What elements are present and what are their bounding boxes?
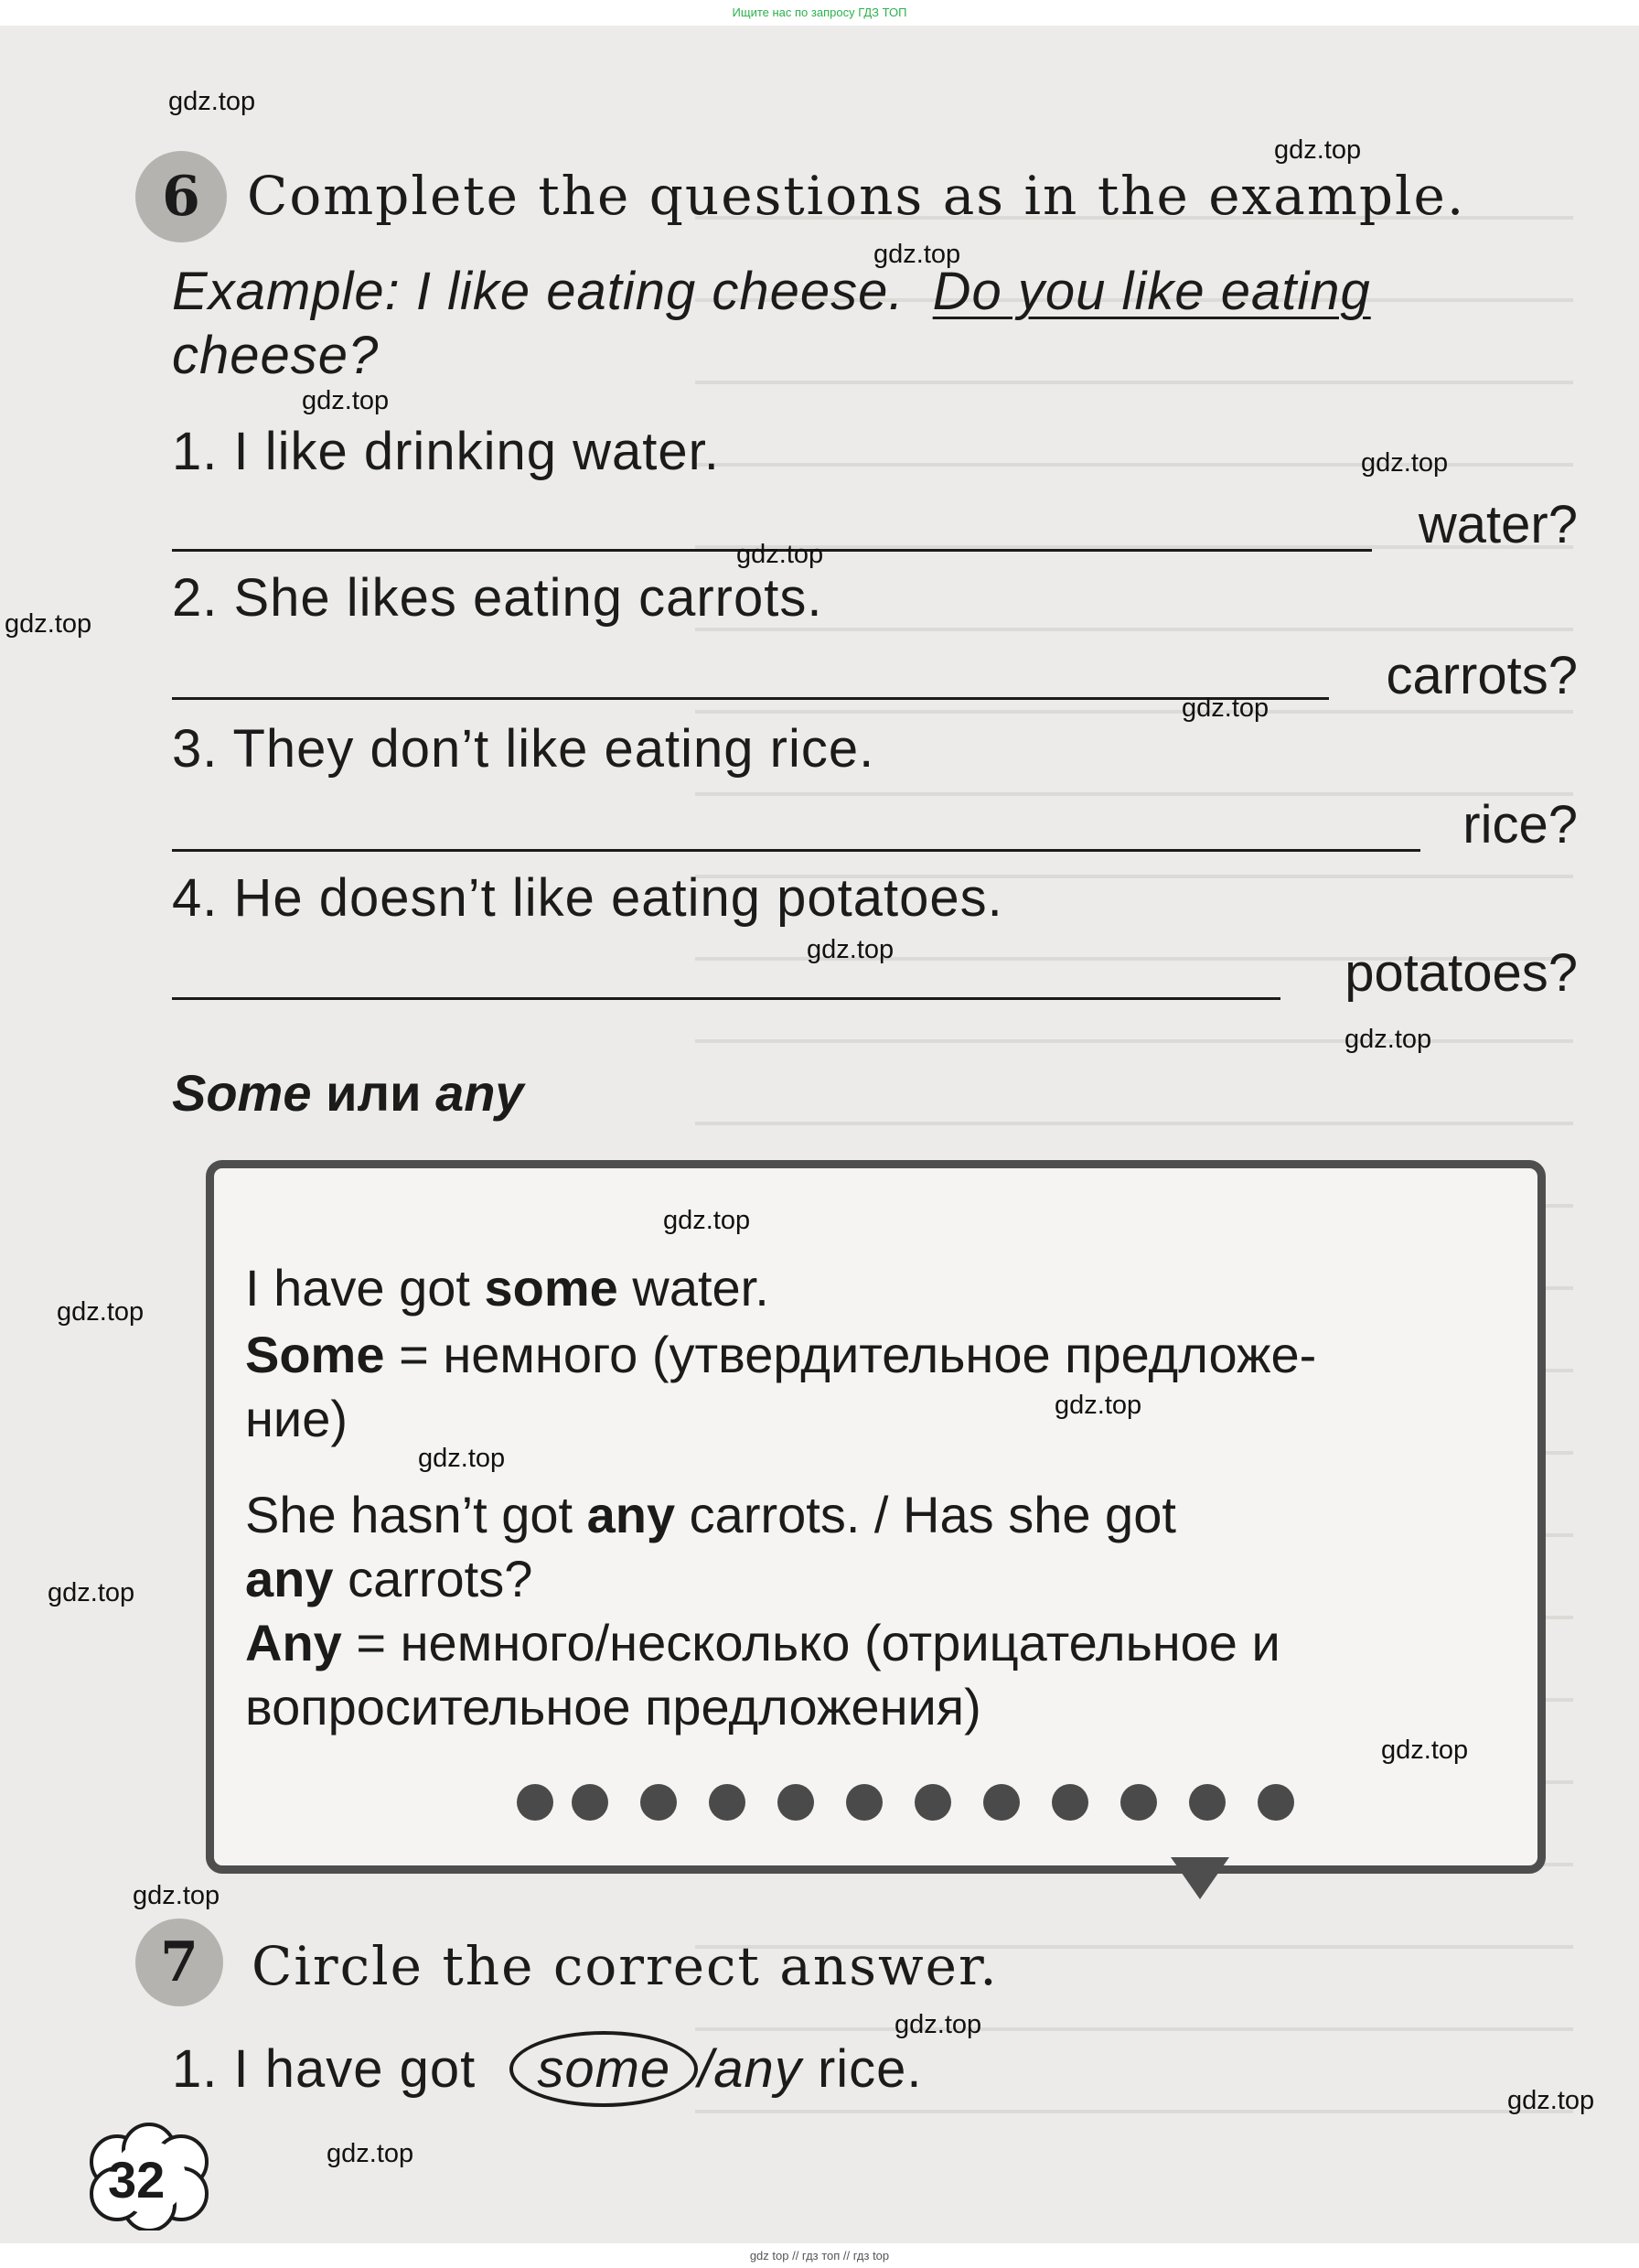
bead-icon <box>640 1784 677 1821</box>
watermark: gdz.top <box>302 386 390 415</box>
rule-line-6 <box>245 1613 1280 1672</box>
bottom-banner[interactable]: gdz top // гдз топ // гдз top <box>0 2243 1639 2268</box>
rule-line-1-a: I have got <box>245 1259 470 1317</box>
task-7-item-1-a: 1. I have got <box>172 2039 477 2099</box>
task-6-item-1-end-word: water? <box>1418 495 1578 554</box>
watermark: gdz.top <box>418 1444 506 1473</box>
watermark: gdz.top <box>894 2010 982 2039</box>
task-6-title: Complete the questions as in the example. <box>247 165 1466 227</box>
example-answer: Do you like eating <box>932 262 1371 321</box>
rule-line-6-b: = немного/несколько (отрицательное и <box>356 1614 1280 1671</box>
heading-any: any <box>435 1064 524 1122</box>
bead-icon <box>983 1784 1020 1821</box>
task-7-item-1-circled-option[interactable] <box>509 2031 698 2107</box>
top-banner[interactable]: Ищите нас по запросу ГДЗ ТОП <box>0 0 1639 26</box>
watermark: gdz.top <box>1381 1736 1469 1765</box>
rule-line-4-a: She hasn’t got <box>245 1486 573 1543</box>
bead-icon <box>915 1784 951 1821</box>
rule-line-4-any: any <box>586 1486 676 1543</box>
rule-line-1-some: some <box>484 1259 618 1317</box>
bead-icon <box>517 1784 553 1821</box>
task-6-number-badge <box>135 151 227 242</box>
task-6-item-2-end-word: carrots? <box>1386 646 1578 705</box>
task-6-item-3-answer-line[interactable] <box>172 849 1420 852</box>
watermark: gdz.top <box>168 87 256 116</box>
example-answer-end: cheese? <box>172 326 380 385</box>
bead-icon <box>1258 1784 1294 1821</box>
rule-line-1-c: water. <box>632 1259 769 1317</box>
task-7-item-1-some: some <box>537 2039 671 2099</box>
watermark: gdz.top <box>1274 135 1362 165</box>
task-6-item-2: 2. She likes eating carrots. <box>172 568 823 628</box>
task-6-item-3-end-word: rice? <box>1462 795 1578 855</box>
task-6-item-4-end-word: potatoes? <box>1344 943 1578 1003</box>
bead-icon <box>777 1784 814 1821</box>
task-7-title: Circle the correct answer. <box>252 1935 999 1997</box>
bead-icon <box>846 1784 883 1821</box>
watermark: gdz.top <box>1182 693 1269 723</box>
bead-icon <box>1052 1784 1088 1821</box>
bead-decoration <box>517 1784 1322 1857</box>
page-number: 32 <box>108 2151 166 2209</box>
watermark: gdz.top <box>133 1881 220 1910</box>
example-prefix: Example: I like eating cheese. <box>172 262 905 321</box>
rule-line-3: ние) <box>245 1390 348 1447</box>
rule-line-2-some: Some <box>245 1326 385 1383</box>
watermark: gdz.top <box>48 1578 135 1607</box>
rule-line-4 <box>245 1485 1176 1544</box>
bead-icon <box>1120 1784 1157 1821</box>
watermark: gdz.top <box>5 609 92 639</box>
rule-line-2 <box>245 1325 1316 1384</box>
task-6-item-4: 4. He doesn’t like eating potatoes. <box>172 868 1003 928</box>
rule-box-tail <box>1171 1857 1229 1899</box>
rule-line-5 <box>245 1549 532 1608</box>
rule-line-6-any: Any <box>245 1614 342 1671</box>
some-any-heading <box>172 1063 524 1123</box>
example-sentence <box>172 261 1371 322</box>
task-7-item-1-any[interactable]: /any <box>698 2039 802 2099</box>
watermark: gdz.top <box>1344 1025 1432 1054</box>
bead-icon <box>1189 1784 1226 1821</box>
heading-or: или <box>326 1064 422 1122</box>
task-7-item-1 <box>172 2031 923 2107</box>
rule-line-4-c: carrots. / Has she got <box>689 1486 1176 1543</box>
watermark: gdz.top <box>1507 2086 1595 2115</box>
watermark: gdz.top <box>736 540 824 569</box>
watermark: gdz.top <box>1361 448 1449 478</box>
task-6-item-3: 3. They don’t like eating rice. <box>172 719 875 779</box>
watermark: gdz.top <box>807 935 894 964</box>
rule-line-2-b: = немного (утвердительное предложе- <box>399 1326 1317 1383</box>
task-7-number-badge <box>135 1919 223 2006</box>
rule-line-5-any: any <box>245 1550 334 1607</box>
task-6-item-1: 1. I like drinking water. <box>172 422 720 481</box>
watermark: gdz.top <box>873 240 961 269</box>
bead-icon <box>709 1784 745 1821</box>
rule-line-5-b: carrots? <box>348 1550 533 1607</box>
bead-icon <box>572 1784 608 1821</box>
task-6-item-4-answer-line[interactable] <box>172 997 1280 1000</box>
task-7-number: 7 <box>160 1930 198 1994</box>
rule-line-7: вопросительное предложения) <box>245 1678 981 1736</box>
heading-some: Some <box>172 1064 312 1122</box>
task-7-item-1-c: rice. <box>817 2039 923 2099</box>
watermark: gdz.top <box>1055 1391 1142 1420</box>
task-6-item-2-answer-line[interactable] <box>172 697 1329 700</box>
watermark: gdz.top <box>327 2139 414 2168</box>
rule-line-1 <box>245 1258 769 1317</box>
watermark: gdz.top <box>663 1206 751 1235</box>
watermark: gdz.top <box>57 1297 145 1327</box>
task-6-number: 6 <box>162 165 200 229</box>
